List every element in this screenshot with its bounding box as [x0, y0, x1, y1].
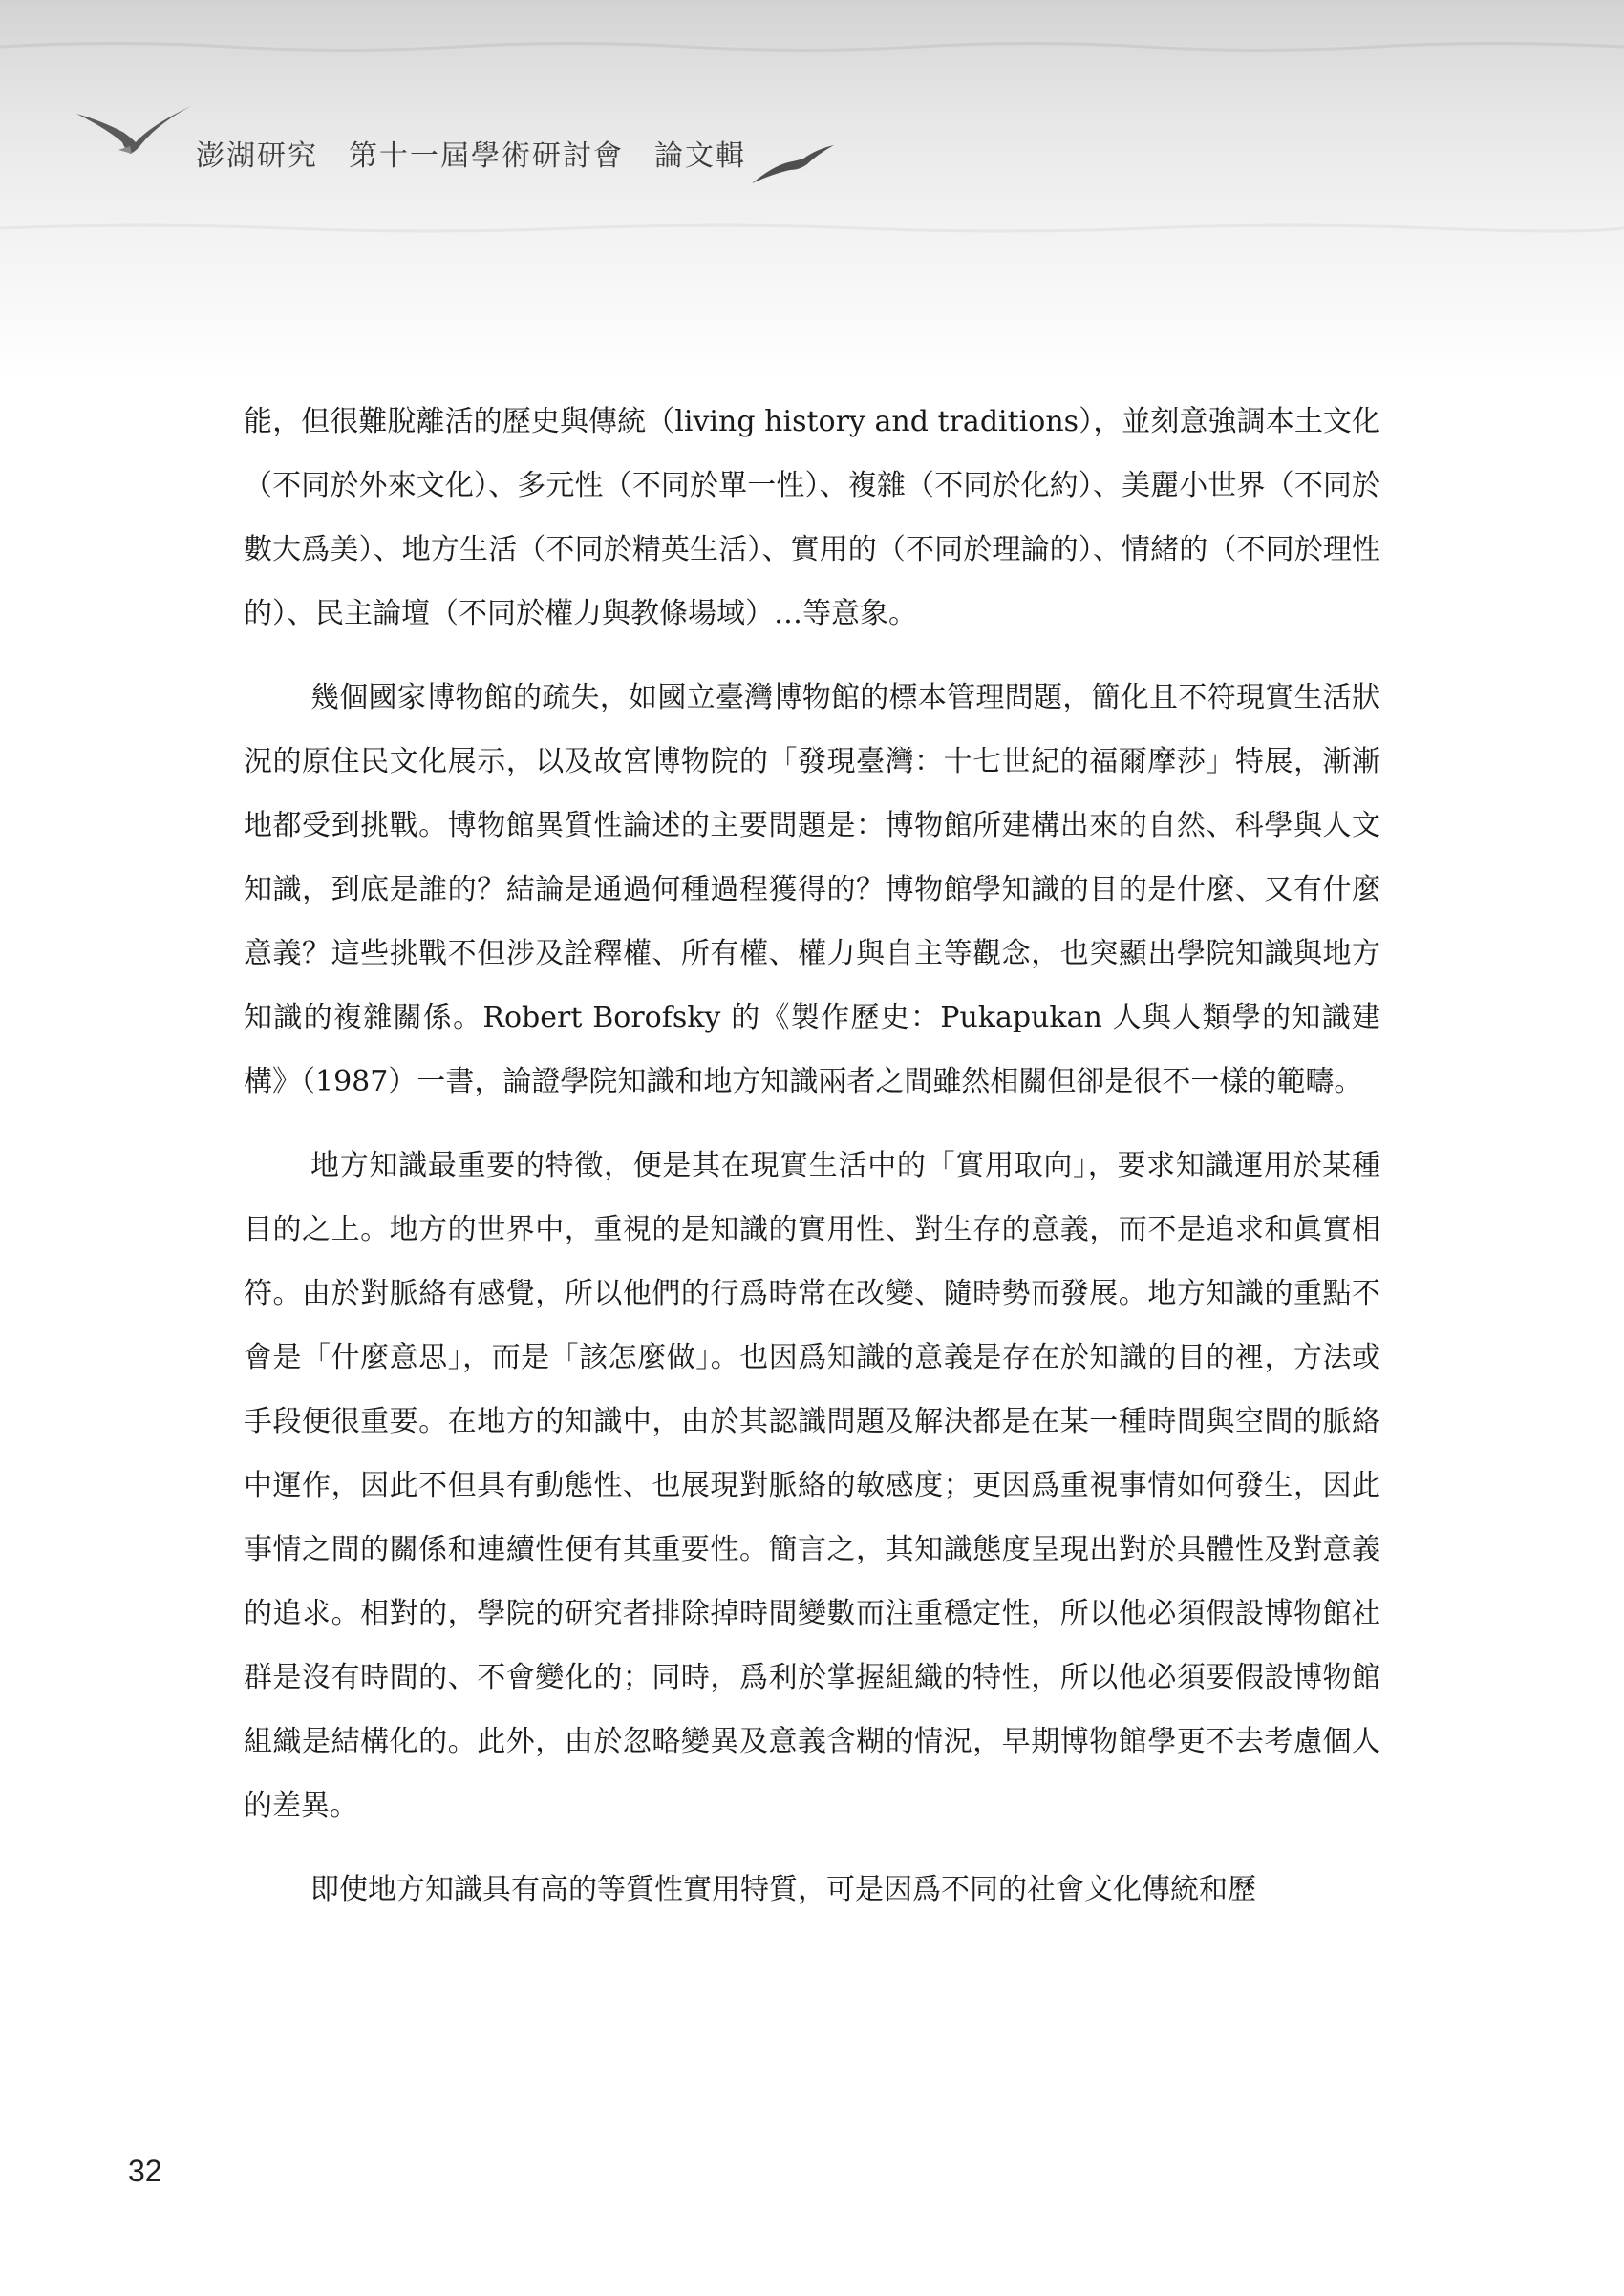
paragraph: 能，但很難脫離活的歷史與傳統（living history and traditions），並刻意強調本土文化（不同於外來文化）、多元性（不同於單一性）、複雜（不同於化約）、美麗小世界（不同於數大爲美）、地方生活（不同於精英生活）、實用的（不同於理論的）、情緒的（不同於理性的）、民主論壇（不同於權力與教條場域）…等意象。 [244, 405, 1380, 630]
sea-wave-decoration [0, 38, 1624, 55]
page-number: 32 [128, 2154, 162, 2188]
body-text [244, 390, 1380, 1942]
header-banner [0, 0, 1624, 382]
seagull-icon [75, 100, 194, 158]
paragraph: 即使地方知識具有高的等質性實用特質，可是因爲不同的社會文化傳統和歷 [310, 1873, 1256, 1906]
paragraph: 幾個國家博物館的疏失，如國立臺灣博物館的標本管理問題，簡化且不符現實生活狀況的原住民文化展示，以及故宮博物院的「發現臺灣：十七世紀的福爾摩莎」特展，漸漸地都受到挑戰。博物館異質性論述的主要問題是：博物館所建構出來的自然、科學與人文知識，到底是誰的？結論是通過何種過程獲得的？博物館學知識的目的是什麼、又有什麼意義？這些挑戰不但涉及詮釋權、所有權、權力與自主等觀念，也突顯出學院知識與地方知識的複雜關係。Robert Borofsky 的《製作歷史：Pukapukan 人與人類學的知識建構》（1987）一書，論證學院知識和地方知識兩者之間雖然相關但卻是很不一樣的範疇。 [244, 681, 1380, 1098]
seagull-icon [750, 141, 836, 187]
running-title: 澎湖研究 第十一屆學術研討會 論文輯 [196, 139, 746, 173]
sea-wave-decoration [0, 220, 1624, 237]
paragraph: 地方知識最重要的特徵，便是其在現實生活中的「實用取向」，要求知識運用於某種目的之上。地方的世界中，重視的是知識的實用性、對生存的意義，而不是追求和眞實相符。由於對脈絡有感覺，所以他們的行爲時常在改變、隨時勢而發展。地方知識的重點不會是「什麼意思」，而是「該怎麼做」。也因爲知識的意義是存在於知識的目的裡，方法或手段便很重要。在地方的知識中，由於其認識問題及解決都是在某一種時間與空間的脈絡中運作，因此不但具有動態性、也展現對脈絡的敏感度；更因爲重視事情如何發生，因此事情之間的關係和連續性便有其重要性。簡言之，其知識態度呈現出對於具體性及對意義的追求。相對的，學院的研究者排除掉時間變數而注重穩定性，所以他必須假設博物館社群是沒有時間的、不會變化的；同時，爲利於掌握組織的特性，所以他必須要假設博物館組織是結構化的。此外，由於忽略變異及意義含糊的情況，早期博物館學更不去考慮個人的差異。 [244, 1149, 1380, 1822]
